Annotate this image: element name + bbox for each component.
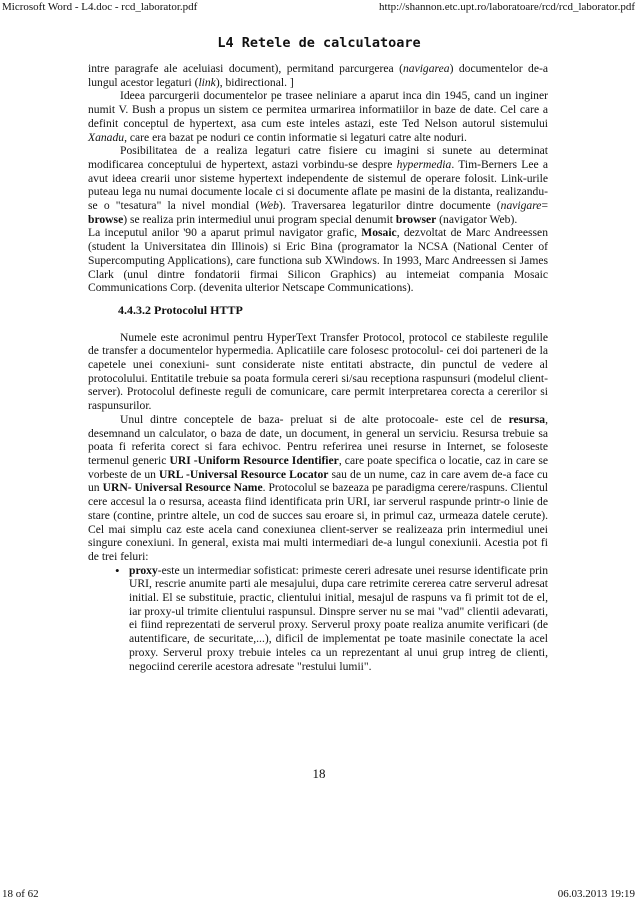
footer-timestamp: 06.03.2013 19:19 (557, 888, 635, 900)
paragraph-mosaic: La inceputul anilor '90 a aparut primul navigator grafic, Mosaic, dezvoltat de Marc Andreessen (student la Universitatea din Illinois) si Eric Bina (programator la NCSA (National Center of Supercomputing Applications), care functiona sub XWindows. In 1993, Marc Andreessen si James Clark (unul dintre fondatorii firmai Silicon Graphics) au intemeiat compania Mosaic Communications Corp. (devenita ulterior Netscape Communications). (88, 226, 549, 295)
paragraph-http-definition: Numele este acronimul pentru HyperText Transfer Protocol, protocol ce stabileste regulile de transfer a documentelor hypermedia. Aplicatiile care folosesc protocolul- cei doi parteneri de la capetele unei conexiuni- sunt considerate niste entitati abstracte, din punctul de vedere al protocolului. Entitatile trebuie sa poata formula cereri si/sau receptiona raspunsuri (modelul client-server). Protocolul defineste reguli de comunicare, care permit interpretarea corecta a cererilor si raspunsurilor. (88, 330, 548, 413)
document-title: L4 Retele de calculatoare (217, 35, 421, 51)
intermediaries-list (88, 564, 548, 674)
section-heading-http: 4.4.3.2 Protocolul HTTP (118, 302, 243, 317)
page-content (88, 62, 548, 673)
list-item-proxy: • proxy-este un intermediar sofisticat: primeste cereri adresate unei resurse identificate prin URI, rescrie anumite parti ale mesajului, dupa care retrimite cererea catre serverul adresat initial. El se substituie, practic, clientului initial, mesajul de raspuns va fi primit tot de el, iar proxy-ul trimite clientului raspunsul. Dinspre server nu se mai "vad" clientii adevarati, ei fiind reprezentati de serverul proxy. Serverul proxy poate realiza anumite verificari (de autentificare, de securitate,...), dificil de implementat pe toate masinile conectate la acel proxy. Serverul proxy trebuie inteles ca un reprezentant al unui grup intreg de clienti, negociind cererile acestora adresate "restului lumii". (118, 564, 548, 674)
paragraph-intro: intre paragrafe ale aceluiasi document), permitand parcurgerea (navigarea) documentelor de-a lungul acestor legaturi (link), bidirectional. ] (88, 62, 548, 89)
page-number: 18 (312, 766, 326, 781)
header-document-title: Microsoft Word - L4.doc - rcd_laborator.pdf (2, 1, 198, 13)
paragraph-resource: Unul dintre conceptele de baza- preluat si de alte protocoale- este cel de resursa, desemnand un calculator, o baza de date, un document, in general un serviciu. Resursa trebuie sa poata fi referita corect si fara echivoc. Pentru referirea unei resurse in Internet, se foloseste termenul generic URI -Uniform Resource Identifier, care poate specifica o locatie, caz in care se vorbeste de un URL -Universal Resource Locator sau de un nume, caz in care avem de-a face cu un URN- Universal Resource Name. Protocolul se bazeaza pe paradigma cerere/raspuns. Clientul cere accesul la o resursa, aceasta fiind identificata prin URI, iar serverul raspunde printr-o linie de stare (contine, printre altele, un cod de succes sau eroare si, in primul caz, urmeaza datele cerute). Cel mai simplu caz este acela cand conexiunea client-server se realizeaza prin intermediul unei singure conexiuni. In general, exista mai multi intermediari de-a lungul conexiunii. Acestia pot fi de trei feluri: (88, 412, 549, 563)
footer-page-counter: 18 of 62 (2, 888, 39, 900)
paragraph-hypertext-history: Ideea parcurgerii documentelor pe trasee neliniare a aparut inca din 1945, cand un inginer numit V. Bush a propus un sistem ce permitea urmarirea informatiilor in baze de date. Cel care a definit conceptul de hypertext, asa cum este inteles astazi, este Ted Nelson autorul sistemului Xanadu, care era bazat pe noduri ce contin informatie si legaturi catre alte noduri. (88, 89, 548, 144)
header-url: http://shannon.etc.upt.ro/laboratoare/rcd/rcd_laborator.pdf (379, 1, 635, 13)
paragraph-hypermedia: Posibilitatea de a realiza legaturi catre fisiere cu imagini si sunete au determinat modificarea conceptului de hypertext, astazi vorbindu-se despre hypermedia. Tim-Berners Lee a avut ideea crearii unor sisteme hypertext independente de sistemul de operare folosit. Link-urile puteau lega nu numai documente locale ci si documente aflate pe masini de la distanta, realizandu-se o "tesatura" la nivel mondial (Web). Traversarea legaturilor dintre documente (navigare= browse) se realiza prin intermediul unui program special denumit browser (navigator Web). (88, 144, 549, 226)
